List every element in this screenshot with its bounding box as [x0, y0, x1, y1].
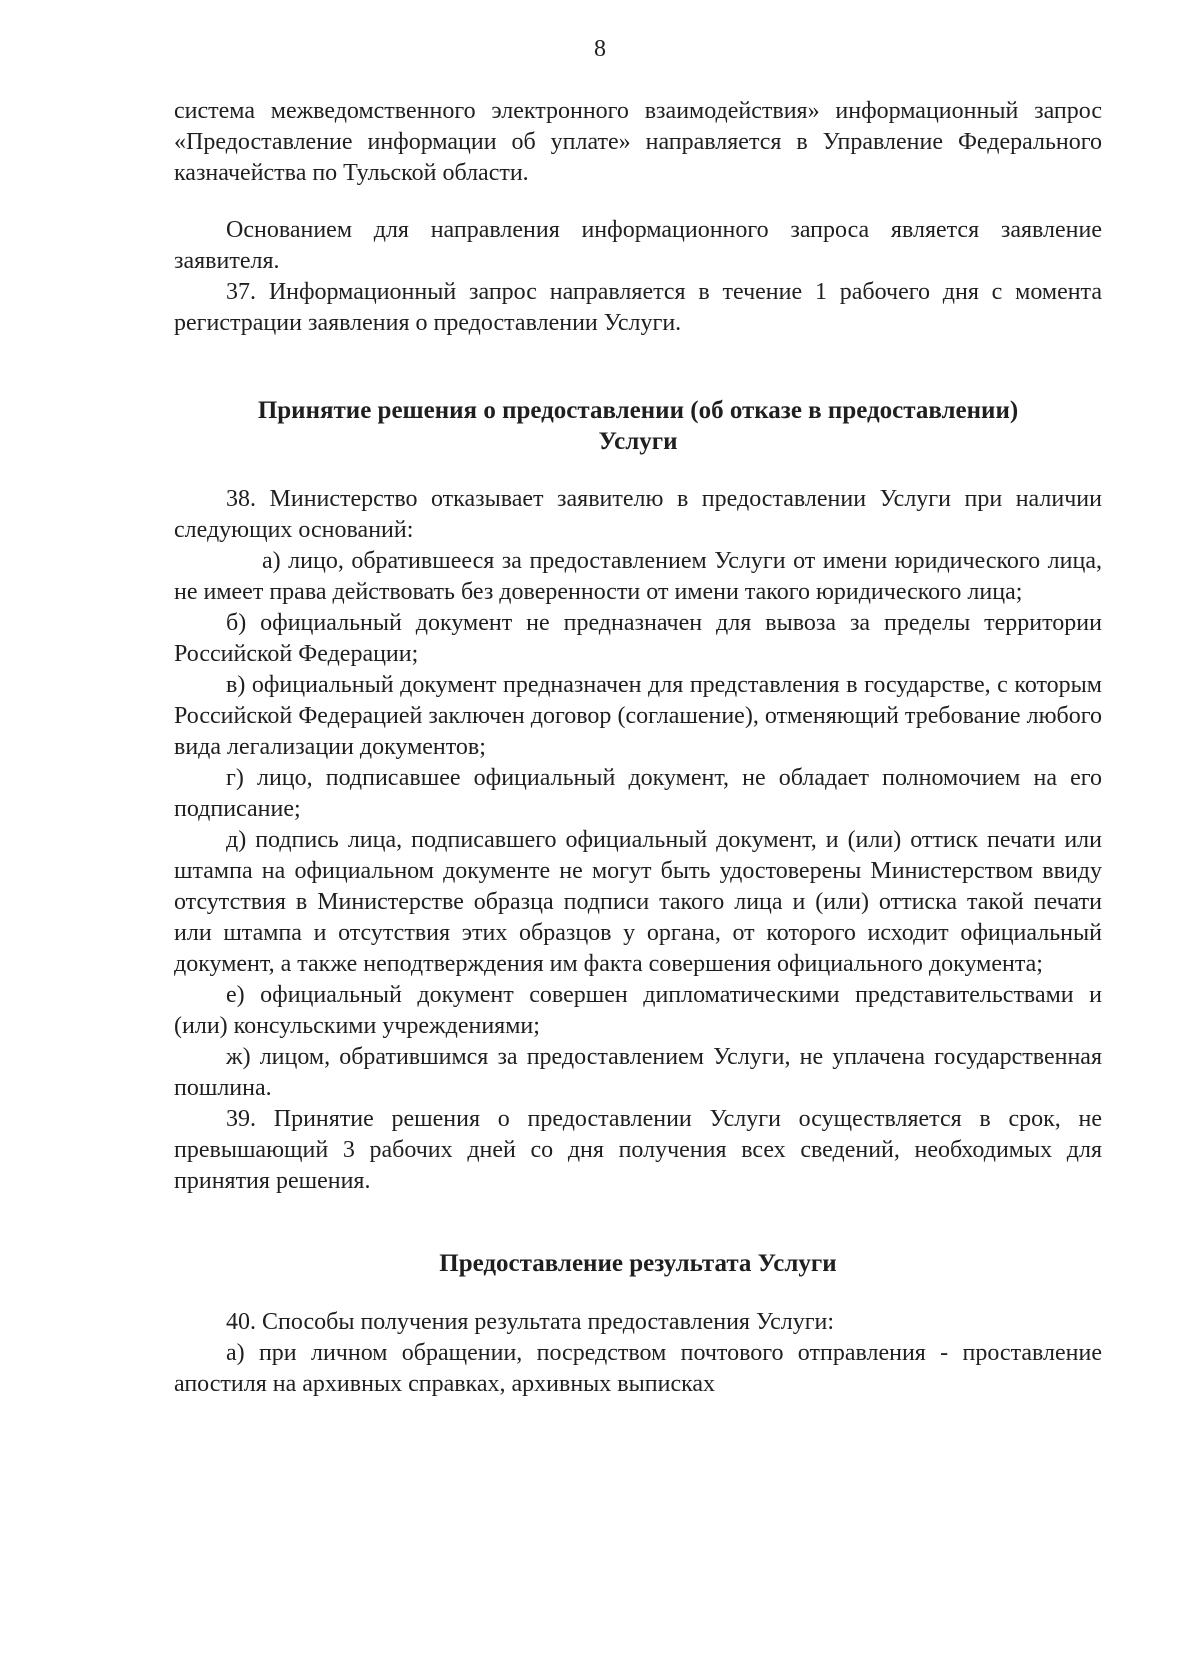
list-item-zh: ж) лицом, обратившимся за предоставлением Услуги, не уплачена государственная пошлина. — [174, 1044, 1102, 1101]
list-item-a: а) лицо, обратившееся за предоставлением Услуги от имени юридического лица, не имеет права действовать без доверенности от имени такого юридического лица; — [174, 548, 1102, 605]
list-item-g: г) лицо, подписавшее официальный документ, не обладает полномочием на его подписание; — [174, 765, 1102, 822]
section-heading-result: Предоставление результата Услуги — [439, 1250, 837, 1277]
document-body — [174, 96, 1102, 1400]
paragraph-40a: а) при личном обращении, посредством почтового отправления - проставление апостиля на архивных справках, архивных выписках — [174, 1340, 1102, 1397]
paragraph-37: 37. Информационный запрос направляется в течение 1 рабочего дня с момента регистрации заявления о предоставлении Услуги. — [174, 279, 1102, 336]
paragraph-40: 40. Способы получения результата предоставления Услуги: — [226, 1309, 835, 1335]
list-item-d: д) подпись лица, подписавшего официальный документ, и (или) оттиск печати или штампа на официальном документе не могут быть удостоверены Министерством ввиду отсутствия в Министерстве образца подписи такого лица и (или) оттиска такой печати или штампа и отсутствия этих образцов у органа, от которого исходит официальный документ, а также неподтверждения им факта совершения официального документа; — [174, 827, 1102, 977]
section-heading-decision-line-2: Услуги — [598, 428, 678, 455]
page-number: 8 — [594, 36, 606, 62]
list-item-v: в) официальный документ предназначен для представления в государстве, с которым Российской Федерацией заключен договор (соглашение), отменяющий требование любого вида легализации документов; — [174, 672, 1102, 760]
paragraph-intro: система межведомственного электронного взаимодействия» информационный запрос «Предоставление информации об уплате» направляется в Управление Федерального казначейства по Тульской области. — [174, 98, 1102, 186]
list-item-b: б) официальный документ не предназначен для вывоза за пределы территории Российской Федерации; — [174, 610, 1102, 667]
paragraph-38: 38. Министерство отказывает заявителю в предоставлении Услуги при наличии следующих оснований: — [174, 486, 1102, 543]
section-heading-decision-line-1: Принятие решения о предоставлении (об отказе в предоставлении) — [257, 397, 1019, 424]
paragraph-39: 39. Принятие решения о предоставлении Услуги осуществляется в срок, не превышающий 3 рабочих дней со дня получения всех сведений, необходимых для принятия решения. — [174, 1106, 1102, 1194]
list-item-e: е) официальный документ совершен дипломатическими представительствами и (или) консульскими учреждениями; — [174, 982, 1102, 1039]
section-heading-decision — [174, 395, 1102, 457]
paragraph-basis: Основанием для направления информационного запроса является заявление заявителя. — [174, 217, 1102, 274]
